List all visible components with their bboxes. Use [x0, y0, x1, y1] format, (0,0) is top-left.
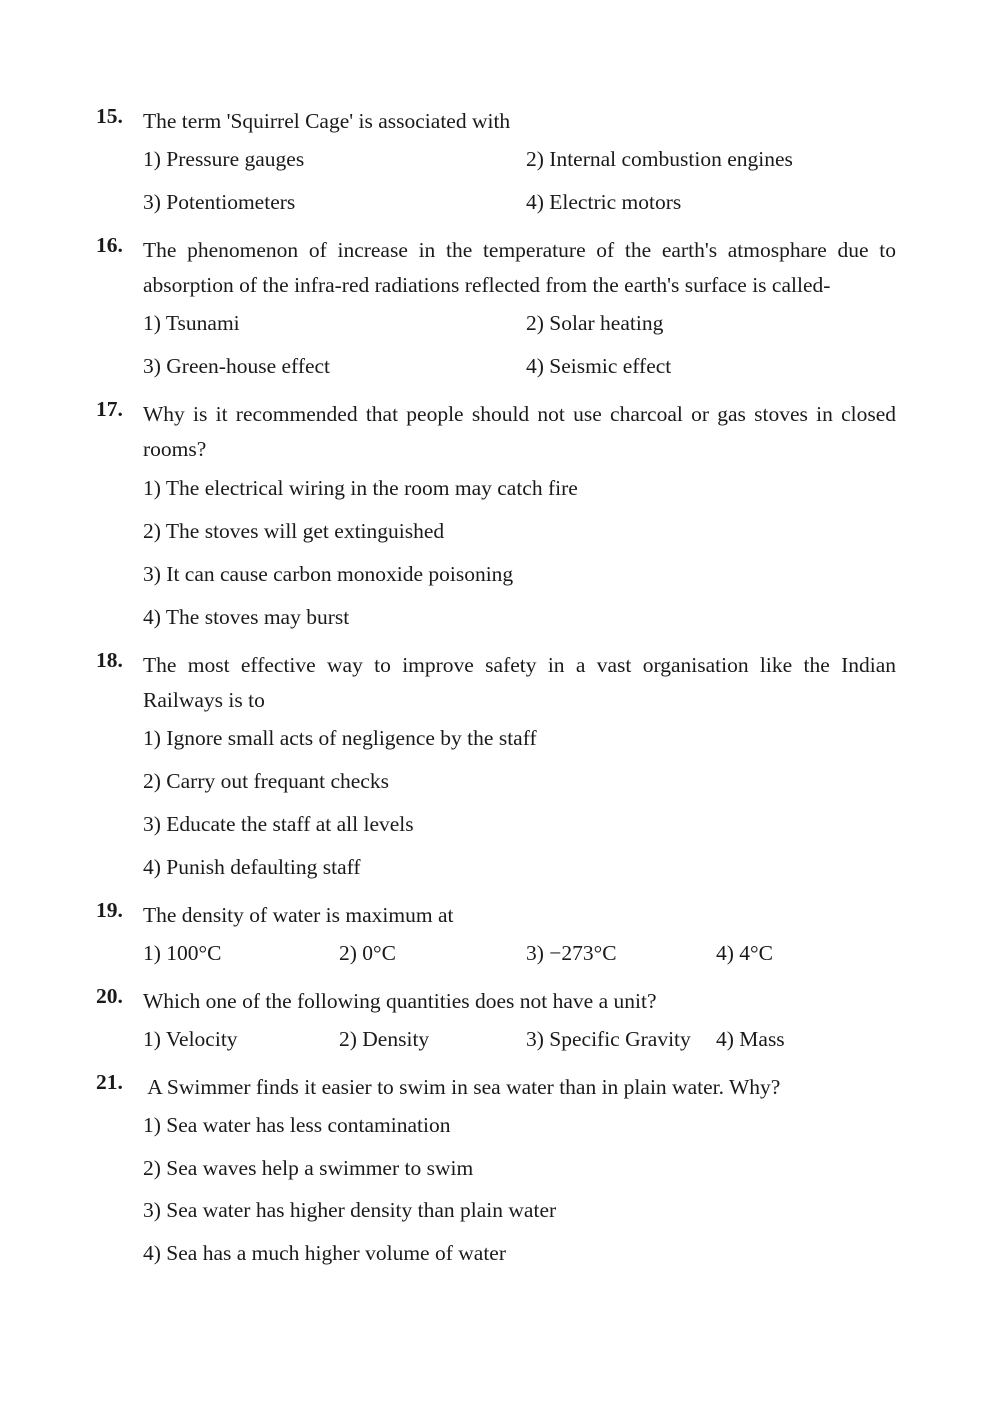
option-1[interactable]: 1) Tsunami	[143, 311, 240, 335]
question-text: A Swimmer finds it easier to swim in sea water than in plain water. Why?	[143, 1075, 781, 1099]
question-number: 21.	[96, 1070, 123, 1094]
question-number: 16.	[96, 233, 123, 257]
option-4[interactable]: 4) 4°C	[716, 941, 773, 965]
question-number: 18.	[96, 648, 123, 672]
option-1[interactable]: 1) Velocity	[143, 1027, 238, 1051]
option-4[interactable]: 4) The stoves may burst	[143, 605, 350, 629]
question-text: Why is it recommended that people should not use charcoal or gas stoves in closed rooms?	[143, 402, 896, 461]
option-1[interactable]: 1) 100°C	[143, 941, 222, 965]
option-4[interactable]: 4) Electric motors	[526, 190, 682, 214]
option-3[interactable]: 3) −273°C	[526, 941, 617, 965]
option-4[interactable]: 4) Sea has a much higher volume of water	[143, 1241, 506, 1265]
question-number: 15.	[96, 104, 123, 128]
option-4[interactable]: 4) Mass	[716, 1027, 785, 1051]
option-1[interactable]: 1) The electrical wiring in the room may catch fire	[143, 476, 578, 500]
question-text: The most effective way to improve safety in a vast organisation like the Indian Railways is to	[143, 653, 896, 712]
option-4[interactable]: 4) Punish defaulting staff	[143, 855, 361, 879]
option-2[interactable]: 2) The stoves will get extinguished	[143, 519, 445, 543]
question-text: The phenomenon of increase in the temperature of the earth's atmosphare due to absorption of the infra-red radiations reflected from the earth's surface is called-	[143, 238, 896, 297]
question-text: Which one of the following quantities does not have a unit?	[143, 989, 657, 1013]
option-2[interactable]: 2) Density	[339, 1027, 430, 1051]
option-4[interactable]: 4) Seismic effect	[526, 354, 672, 378]
option-1[interactable]: 1) Sea water has less contamination	[143, 1113, 451, 1137]
option-1[interactable]: 1) Ignore small acts of negligence by the staff	[143, 726, 537, 750]
option-3[interactable]: 3) Educate the staff at all levels	[143, 812, 414, 836]
option-2[interactable]: 2) Solar heating	[526, 311, 664, 335]
option-3[interactable]: 3) Potentiometers	[143, 190, 296, 214]
option-2[interactable]: 2) Sea waves help a swimmer to swim	[143, 1156, 474, 1180]
question-text: The density of water is maximum at	[143, 903, 454, 927]
option-3[interactable]: 3) Green-house effect	[143, 354, 331, 378]
option-3[interactable]: 3) Sea water has higher density than plain water	[143, 1198, 557, 1222]
option-1[interactable]: 1) Pressure gauges	[143, 147, 305, 171]
question-text: The term 'Squirrel Cage' is associated with	[143, 109, 511, 133]
option-3[interactable]: 3) Specific Gravity	[526, 1027, 691, 1051]
option-2[interactable]: 2) 0°C	[339, 941, 396, 965]
option-2[interactable]: 2) Internal combustion engines	[526, 147, 793, 171]
option-3[interactable]: 3) It can cause carbon monoxide poisoning	[143, 562, 514, 586]
question-number: 20.	[96, 984, 123, 1008]
option-2[interactable]: 2) Carry out frequant checks	[143, 769, 389, 793]
question-number: 19.	[96, 898, 123, 922]
question-number: 17.	[96, 397, 123, 421]
